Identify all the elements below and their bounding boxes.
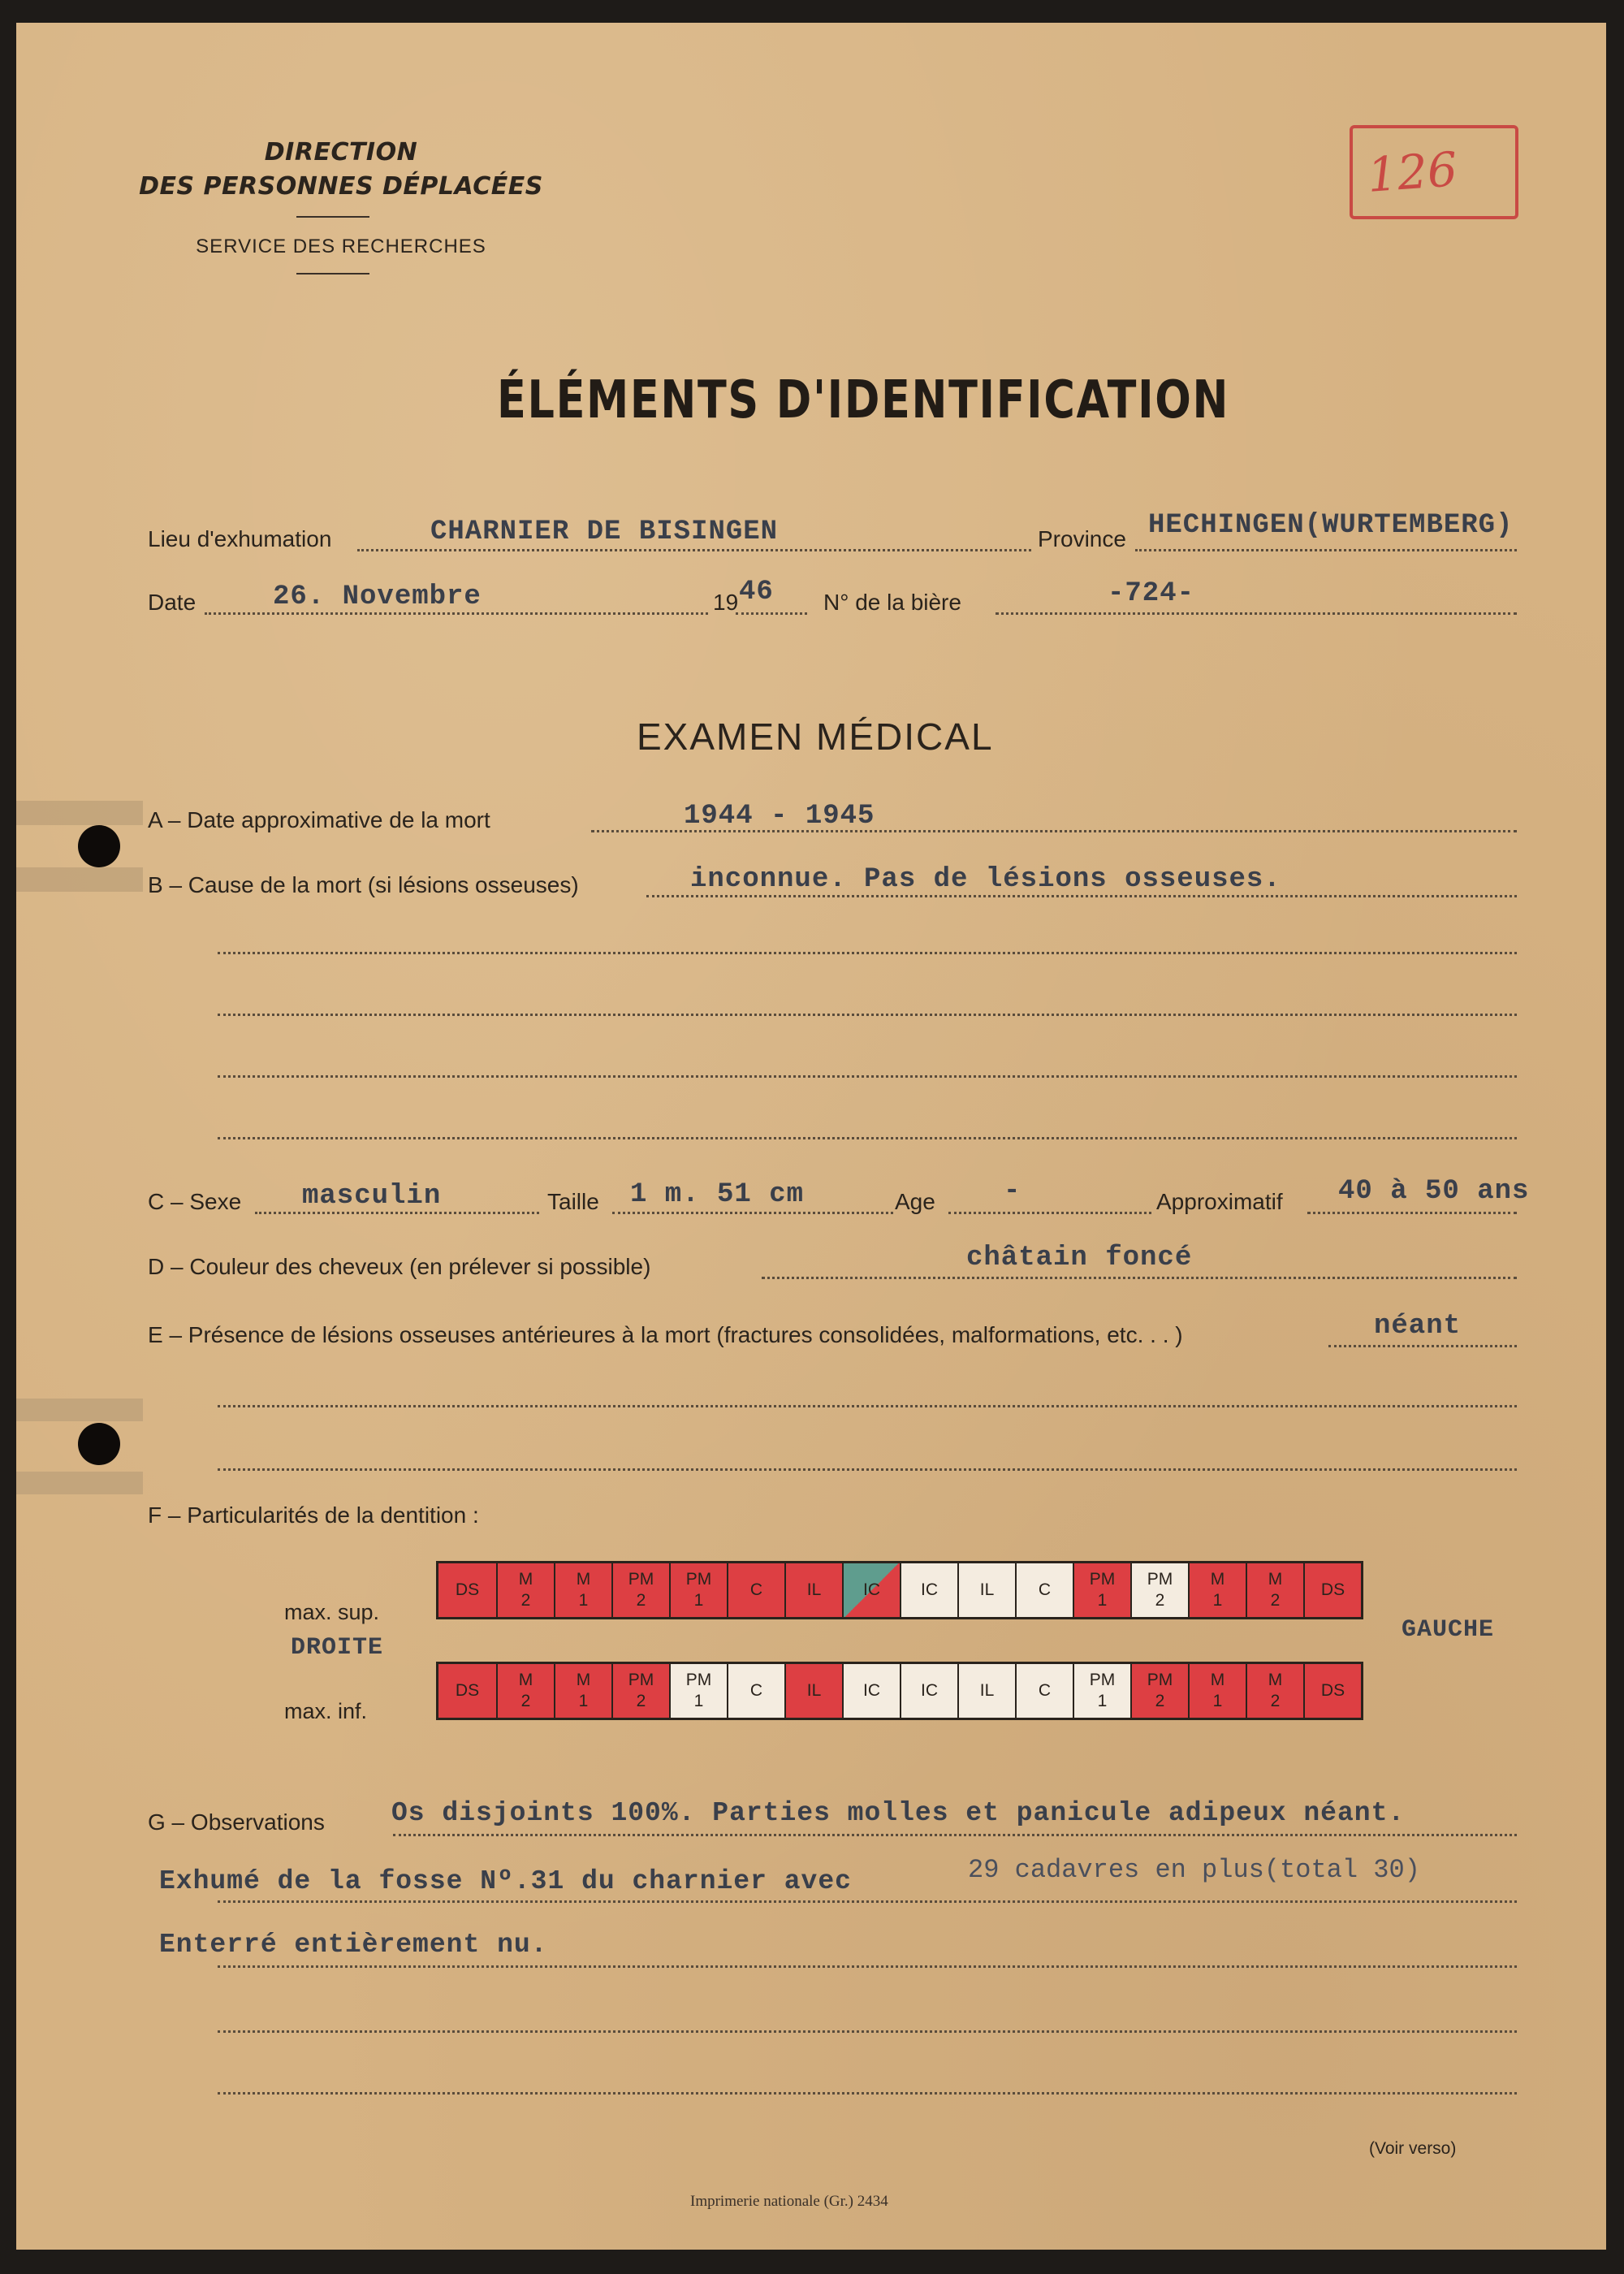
c-label: C – Sexe (148, 1189, 242, 1214)
header-personnes: DES PERSONNES DÉPLACÉES (139, 172, 543, 201)
voir-verso: (Voir verso) (1369, 2139, 1457, 2158)
tooth-number: 2 (636, 1692, 646, 1710)
dotted-line (218, 952, 1517, 954)
tooth-cell (842, 1664, 900, 1718)
tooth-code: M (1210, 1569, 1225, 1589)
tooth-code: PM (685, 1670, 712, 1689)
dotted-line (646, 895, 1517, 897)
b-value: inconnue. Pas de lésions osseuses. (690, 864, 1281, 895)
year-suffix: 46 (739, 577, 774, 607)
obs-line3: Enterré entièrement nu. (159, 1930, 548, 1960)
dotted-line (218, 1900, 1517, 1903)
province-value: HECHINGEN(WURTEMBERG) (1148, 510, 1514, 541)
tooth-cell (957, 1563, 1015, 1617)
dental-chart-upper (436, 1561, 1363, 1619)
tape-strip (16, 867, 143, 892)
tape-strip (16, 1399, 143, 1421)
tooth-number: 2 (1155, 1591, 1165, 1610)
tooth-number: 2 (1155, 1692, 1165, 1710)
tooth-code: IL (979, 1680, 995, 1700)
tooth-number: 1 (578, 1692, 589, 1710)
punch-hole (78, 825, 120, 867)
header-direction: DIRECTION (264, 138, 418, 166)
tooth-code: PM (1089, 1569, 1116, 1589)
e-value: néant (1374, 1311, 1462, 1342)
tooth-number: 2 (636, 1591, 646, 1610)
tooth-cell (1246, 1664, 1303, 1718)
tooth-code: M (518, 1569, 533, 1589)
tape-strip (16, 801, 143, 825)
dotted-line (1135, 549, 1517, 551)
dotted-line (218, 1075, 1517, 1078)
header-rule (296, 273, 369, 275)
tooth-cell (438, 1664, 496, 1718)
tooth-code: DS (455, 1680, 480, 1700)
imprint: Imprimerie nationale (Gr.) 2434 (690, 2193, 888, 2210)
header-service: SERVICE DES RECHERCHES (196, 236, 486, 257)
dotted-line (218, 1468, 1517, 1471)
tooth-code: IC (921, 1680, 938, 1700)
tooth-cell (842, 1563, 900, 1617)
lieu-label: Lieu d'exhumation (148, 526, 332, 551)
tooth-cell (1303, 1563, 1361, 1617)
e-label: E – Présence de lésions osseuses antérieures à la mort (fractures consolidées, malformations, etc. . . ) (148, 1322, 1183, 1347)
punch-hole (78, 1423, 120, 1465)
dotted-line (393, 1834, 1517, 1836)
tooth-number: 2 (1270, 1692, 1281, 1710)
tooth-number: 2 (520, 1591, 531, 1610)
b-label: B – Cause de la mort (si lésions osseuses) (148, 872, 579, 897)
tooth-cell (784, 1563, 842, 1617)
gauche-label: GAUCHE (1402, 1616, 1495, 1644)
tooth-cell (957, 1664, 1015, 1718)
dotted-line (612, 1212, 893, 1214)
max-sup-label: max. sup. (284, 1600, 380, 1624)
obs-line2b: 29 cadavres en plus(total 30) (968, 1855, 1420, 1885)
tooth-number: 1 (693, 1692, 704, 1710)
tooth-number: 2 (1270, 1591, 1281, 1610)
d-label: D – Couleur des cheveux (en prélever si possible) (148, 1254, 651, 1279)
dotted-line (218, 2030, 1517, 2033)
tooth-code: PM (685, 1569, 712, 1589)
tooth-cell (554, 1664, 611, 1718)
tooth-code: IL (979, 1580, 995, 1599)
tooth-code: DS (455, 1580, 480, 1599)
biere-label: N° de la bière (823, 590, 961, 615)
d-value: châtain foncé (966, 1243, 1193, 1273)
age-value: - (1004, 1176, 1021, 1207)
tape-strip (16, 1472, 143, 1494)
tooth-cell (1188, 1563, 1246, 1617)
page-title: ÉLÉMENTS D'IDENTIFICATION (497, 370, 1230, 430)
tooth-code: IC (921, 1580, 938, 1599)
dotted-line (762, 1277, 1517, 1279)
dotted-line (996, 612, 1517, 615)
tooth-number: 1 (693, 1591, 704, 1610)
dotted-line (218, 1014, 1517, 1016)
document-sheet (16, 23, 1606, 2250)
tooth-code: PM (628, 1670, 654, 1689)
dotted-line (205, 612, 708, 615)
tooth-cell (1015, 1664, 1073, 1718)
tooth-code: M (576, 1569, 591, 1589)
tooth-code: DS (1320, 1680, 1345, 1700)
tooth-cell (1015, 1563, 1073, 1617)
tooth-cell (554, 1563, 611, 1617)
tooth-cell (611, 1563, 669, 1617)
year-prefix: 19 (713, 590, 739, 615)
tooth-cell (669, 1664, 727, 1718)
tooth-cell (727, 1664, 784, 1718)
tooth-code: PM (1089, 1670, 1116, 1689)
tooth-code: PM (1147, 1569, 1173, 1589)
tooth-code: M (518, 1670, 533, 1689)
tooth-code: C (749, 1580, 763, 1599)
obs-line2a: Exhumé de la fosse Nº.31 du charnier avec (159, 1866, 852, 1896)
approx-label: Approximatif (1156, 1189, 1283, 1214)
tooth-code: DS (1320, 1580, 1345, 1599)
dotted-line (218, 1137, 1517, 1139)
tooth-code: M (1268, 1569, 1283, 1589)
tooth-code: M (576, 1670, 591, 1689)
droite-label: DROITE (291, 1634, 384, 1662)
header-rule (296, 216, 369, 218)
province-label: Province (1038, 526, 1126, 551)
g-label: G – Observations (148, 1809, 325, 1835)
dotted-line (218, 1405, 1517, 1407)
tooth-code: IL (806, 1680, 822, 1700)
dotted-line (948, 1212, 1151, 1214)
a-label: A – Date approximative de la mort (148, 807, 490, 832)
date-label: Date (148, 590, 197, 615)
tooth-cell (1303, 1664, 1361, 1718)
tooth-cell (784, 1664, 842, 1718)
c-value: masculin (302, 1181, 442, 1212)
age-label: Age (895, 1189, 935, 1214)
dotted-line (218, 1965, 1517, 1968)
tooth-code: PM (1147, 1670, 1173, 1689)
tooth-cell (1130, 1664, 1188, 1718)
tooth-code: M (1210, 1670, 1225, 1689)
a-value: 1944 - 1945 (684, 801, 875, 832)
tooth-cell (1246, 1563, 1303, 1617)
tooth-cell (1188, 1664, 1246, 1718)
dotted-line (218, 2092, 1517, 2095)
tooth-cell (1073, 1664, 1130, 1718)
biere-value: -724- (1108, 578, 1195, 609)
dotted-line (1328, 1345, 1517, 1347)
tooth-cell (496, 1563, 554, 1617)
dotted-line (255, 1212, 539, 1214)
tooth-cell (496, 1664, 554, 1718)
tooth-code: C (749, 1680, 763, 1700)
tooth-cell (727, 1563, 784, 1617)
stamp-number: 126 (1365, 141, 1459, 203)
tooth-cell (669, 1563, 727, 1617)
tooth-code: C (1038, 1580, 1052, 1599)
lieu-value: CHARNIER DE BISINGEN (430, 517, 779, 547)
tooth-number: 1 (1212, 1591, 1223, 1610)
tooth-number: 1 (1097, 1692, 1108, 1710)
tooth-code: PM (628, 1569, 654, 1589)
approx-value: 40 à 50 ans (1338, 1176, 1530, 1207)
tooth-code: IC (863, 1680, 880, 1700)
date-value: 26. Novembre (273, 581, 482, 612)
tooth-cell (611, 1664, 669, 1718)
tooth-cell (900, 1563, 957, 1617)
dotted-line (357, 549, 1031, 551)
taille-label: Taille (547, 1189, 599, 1214)
tooth-cell (900, 1664, 957, 1718)
obs-line1: Os disjoints 100%. Parties molles et panicule adipeux néant. (391, 1798, 1406, 1828)
f-label: F – Particularités de la dentition : (148, 1502, 479, 1528)
tooth-code: C (1038, 1680, 1052, 1700)
tooth-number: 2 (520, 1692, 531, 1710)
dotted-line (736, 612, 807, 615)
tooth-number: 1 (1097, 1591, 1108, 1610)
tooth-cell (1130, 1563, 1188, 1617)
dotted-line (1307, 1212, 1517, 1214)
tooth-code: IC (863, 1580, 880, 1599)
tooth-cell (1073, 1563, 1130, 1617)
max-inf-label: max. inf. (284, 1699, 368, 1723)
tooth-code: M (1268, 1670, 1283, 1689)
tooth-number: 1 (1212, 1692, 1223, 1710)
exam-title: EXAMEN MÉDICAL (637, 715, 994, 758)
tooth-code: IL (806, 1580, 822, 1599)
tooth-cell (438, 1563, 496, 1617)
dental-chart-lower (436, 1662, 1363, 1720)
tooth-number: 1 (578, 1591, 589, 1610)
taille-value: 1 m. 51 cm (630, 1179, 805, 1210)
